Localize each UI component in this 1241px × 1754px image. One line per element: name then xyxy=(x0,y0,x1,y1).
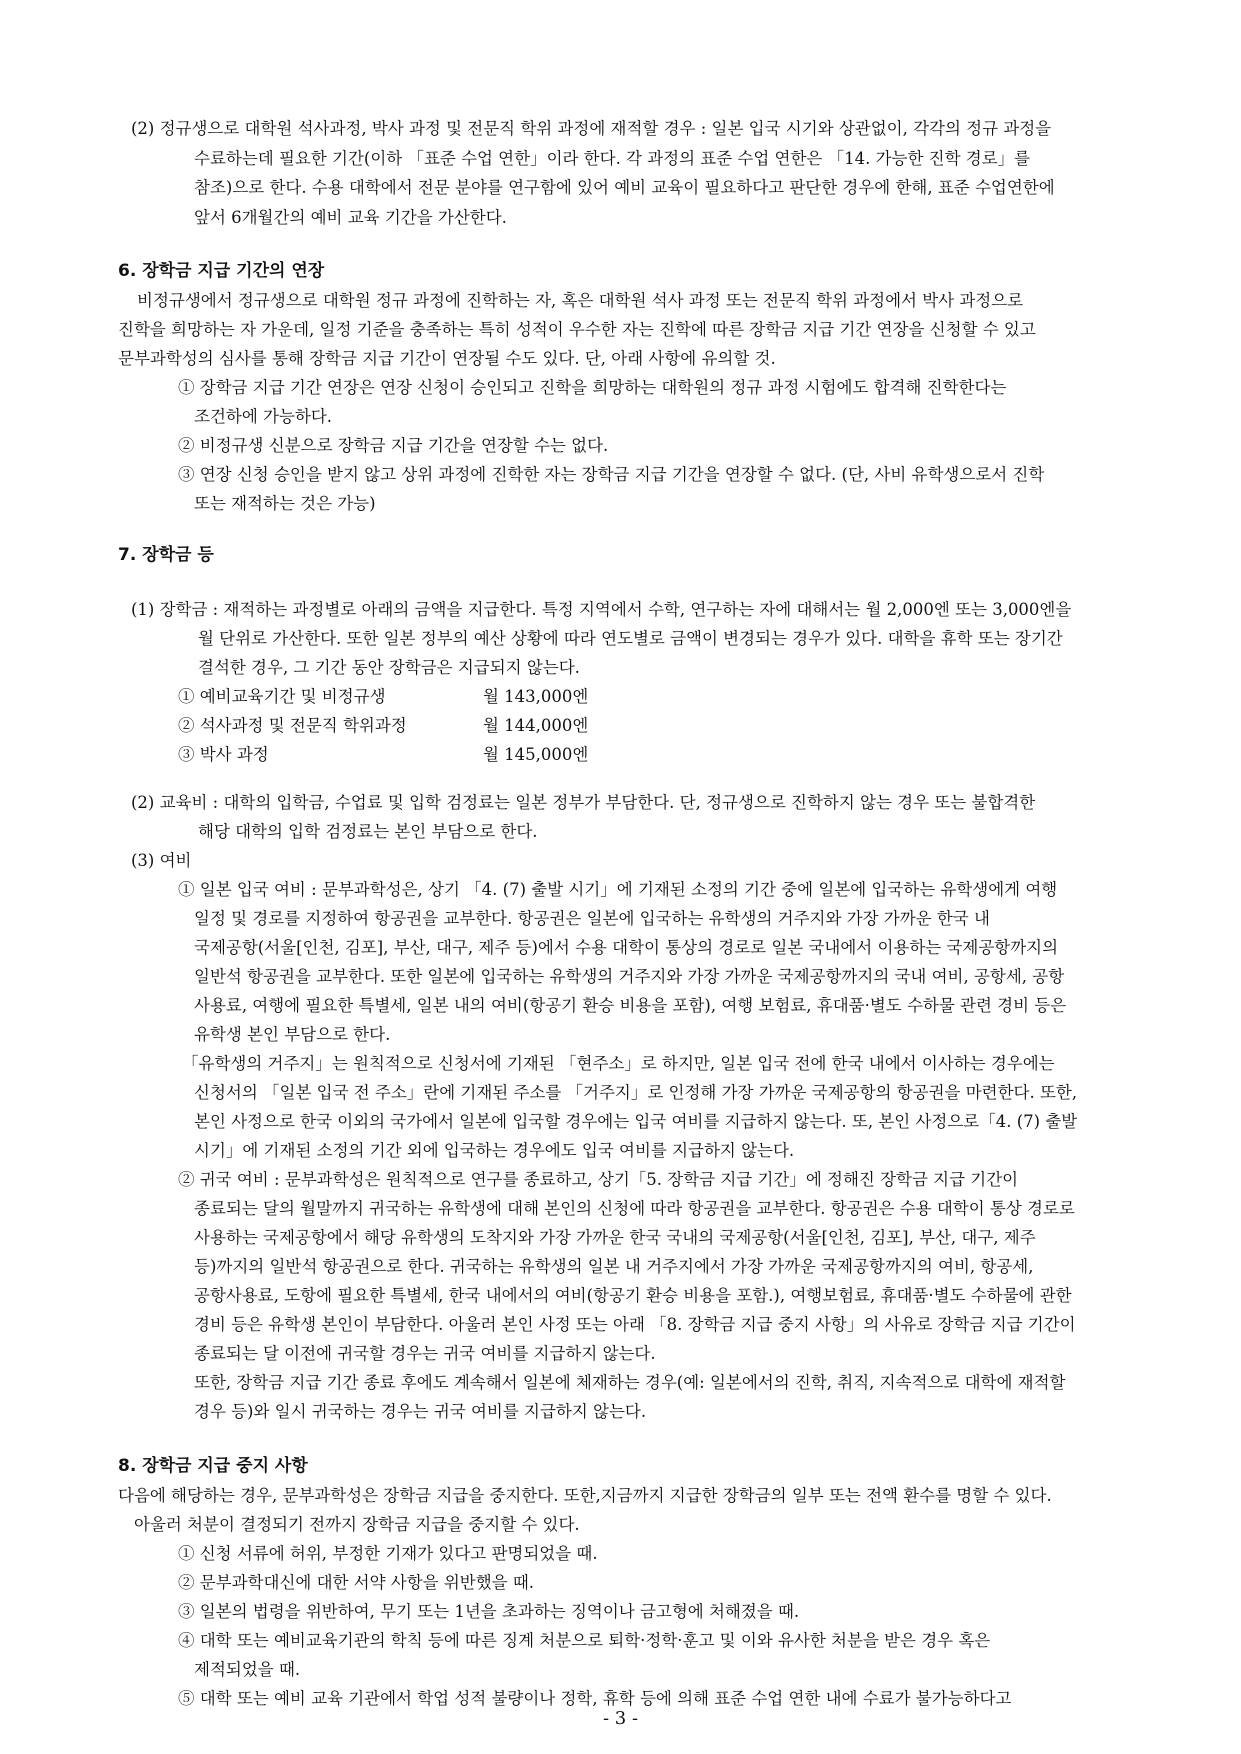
s7-p3-line-13: 사용하는 국제공항에서 해당 유학생의 도착지와 가장 가까운 한국 국내의 국제공항(서울[인천, 김포], 부산, 대구, 제주 xyxy=(194,1228,1036,1247)
s6-item-2: ② 비정규생 신분으로 장학금 지급 기간을 연장할 수는 없다. xyxy=(178,436,609,455)
s8-item-4: ④ 대학 또는 예비교육기관의 학칙 등에 따른 징계 처분으로 퇴학·정학·훈고 및 이와 유사한 처분을 받은 경우 혹은 xyxy=(178,1631,991,1650)
s6-intro-1: 비정규생에서 정규생으로 대학원 정규 과정에 진학하는 자, 혹은 대학원 석사 과정 또는 전문직 학위 과정에서 박사 과정으로 xyxy=(137,291,1024,310)
s6-item-3: ③ 연장 신청 승인을 받지 않고 상위 과정에 진학한 자는 장학금 지급 기간을 연장할 수 없다. (단, 사비 유학생으로서 진학 xyxy=(178,465,1045,484)
section-6-heading: 6. 장학금 지급 기간의 연장 xyxy=(118,261,325,281)
s5-line-4: 앞서 6개월간의 예비 교육 기간을 가산한다. xyxy=(194,208,507,227)
s7-p1-line-3: 결석한 경우, 그 기간 동안 장학금은 지급되지 않는다. xyxy=(198,658,580,677)
amount-label-1: ① 예비교육기간 및 비정규생 xyxy=(178,687,386,706)
s6-item-3-cont: 또는 재적하는 것은 가능) xyxy=(194,494,376,513)
s7-p3-line-14: 등)까지의 일반석 항공권으로 한다. 귀국하는 유학생의 일본 내 거주지에서 가장 가까운 국제공항까지의 여비, 항공세, xyxy=(194,1257,1034,1276)
s8-item-5: ⑤ 대학 또는 예비 교육 기관에서 학업 성적 불량이나 정학, 휴학 등에 의해 표준 수업 연한 내에 수료가 불가능하다고 xyxy=(178,1689,1012,1708)
s8-item-3: ③ 일본의 법령을 위반하여, 무기 또는 1년을 초과하는 징역이나 금고형에 처해졌을 때. xyxy=(178,1602,800,1621)
s7-p3-line-18: 또한, 장학금 지급 기간 종료 후에도 계속해서 일본에 체재하는 경우(예: 일본에서의 진학, 취직, 지속적으로 대학에 재적할 xyxy=(194,1373,1066,1392)
s7-p1-line-1: (1) 장학금 : 재적하는 과정별로 아래의 금액을 지급한다. 특정 지역에서 수학, 연구하는 자에 대해서는 월 2,000엔 또는 3,000엔을 xyxy=(131,600,1072,619)
s7-p3-line-11: ② 귀국 여비 : 문부과학성은 원칙적으로 연구를 종료하고, 상기「5. 장학금 지급 기간」에 정해진 장학금 지급 기간이 xyxy=(178,1170,1019,1189)
s7-p3-line-9: 본인 사정으로 한국 이외의 국가에서 일본에 입국할 경우에는 입국 여비를 지급하지 않는다. 또, 본인 사정으로「4. (7) 출발 xyxy=(194,1112,1078,1131)
s7-p3-line-7: 「유학생의 거주지」는 원칙적으로 신청서에 기재된 「현주소」로 하지만, 일본 입국 전에 한국 내에서 이사하는 경우에는 xyxy=(182,1054,1055,1073)
s7-p1-line-2: 월 단위로 가산한다. 또한 일본 정부의 예산 상황에 따라 연도별로 금액이 변경되는 경우가 있다. 대학을 휴학 또는 장기간 xyxy=(198,629,1063,648)
s7-p3-line-17: 종료되는 달 이전에 귀국할 경우는 귀국 여비를 지급하지 않는다. xyxy=(194,1344,656,1363)
s7-p3-line-12: 종료되는 달의 월말까지 귀국하는 유학생에 대해 본인의 신청에 따라 항공권을 교부한다. 항공권은 수용 대학이 통상 경로로 xyxy=(194,1199,1075,1218)
s7-p3-line-15: 공항사용료, 도항에 필요한 특별세, 한국 내에서의 여비(항공기 환승 비용을 포함.), 여행보험료, 휴대품·별도 수하물에 관한 xyxy=(194,1286,1072,1305)
amount-value-3: 월 145,000엔 xyxy=(483,745,589,764)
s8-item-2: ② 문부과학대신에 대한 서약 사항을 위반했을 때. xyxy=(178,1573,535,1592)
s6-item-1-cont: 조건하에 가능하다. xyxy=(194,407,333,426)
s7-p3-line-1: ① 일본 입국 여비 : 문부과학성은, 상기 「4. (7) 출발 시기」에 기재된 소정의 기간 중에 일본에 입국하는 유학생에게 여행 xyxy=(178,880,1058,899)
s6-intro-3: 문부과학성의 심사를 통해 장학금 지급 기간이 연장될 수도 있다. 단, 아래 사항에 유의할 것. xyxy=(118,349,776,368)
s7-p3-line-10: 시기」에 기재된 소정의 기간 외에 입국하는 경우에도 입국 여비를 지급하지 않는다. xyxy=(194,1141,795,1160)
s7-p3-line-6: 유학생 본인 부담으로 한다. xyxy=(194,1025,391,1044)
amount-value-2: 월 144,000엔 xyxy=(483,716,589,735)
s8-item-1: ① 신청 서류에 허위, 부정한 기재가 있다고 판명되었을 때. xyxy=(178,1544,598,1563)
s5-line-1: (2) 정규생으로 대학원 석사과정, 박사 과정 및 전문직 학위 과정에 재적할 경우 : 일본 입국 시기와 상관없이, 각각의 정규 과정을 xyxy=(131,119,1052,138)
section-7-heading: 7. 장학금 등 xyxy=(118,545,214,565)
s8-item-4-cont: 제적되었을 때. xyxy=(194,1660,301,1679)
s7-p3-line-16: 경비 등은 유학생 본인이 부담한다. 아울러 본인 사정 또는 아래 「8. 장학금 지급 중지 사항」의 사유로 장학금 지급 기간이 xyxy=(194,1315,1076,1334)
s6-item-1: ① 장학금 지급 기간 연장은 연장 신청이 승인되고 진학을 희망하는 대학원의 정규 과정 시험에도 합격해 진학한다는 xyxy=(178,378,1007,397)
s7-p3-title: (3) 여비 xyxy=(131,851,192,870)
s7-p3-line-19: 경우 등)와 일시 귀국하는 경우는 귀국 여비를 지급하지 않는다. xyxy=(194,1402,647,1421)
s7-p3-line-3: 국제공항(서울[인천, 김포], 부산, 대구, 제주 등)에서 수용 대학이 통상의 경로로 일본 국내에서 이용하는 국제공항까지의 xyxy=(194,938,1059,957)
s7-p3-line-8: 신청서의 「일본 입국 전 주소」란에 기재된 주소를 「거주지」로 인정해 가장 가까운 국제공항의 항공권을 마련한다. 또한, xyxy=(194,1083,1078,1102)
s8-intro-1: 다음에 해당하는 경우, 문부과학성은 장학금 지급을 중지한다. 또한,지금까지 지급한 장학금의 일부 또는 전액 환수를 명할 수 있다. xyxy=(118,1486,1052,1505)
s7-p2-line-2: 해당 대학의 입학 검정료는 본인 부담으로 한다. xyxy=(198,822,538,841)
page-number: - 3 - xyxy=(602,1708,639,1729)
amount-label-2: ② 석사과정 및 전문직 학위과정 xyxy=(178,716,407,735)
s7-p3-line-4: 일반석 항공권을 교부한다. 또한 일본에 입국하는 유학생의 거주지와 가장 가까운 국제공항까지의 국내 여비, 공항세, 공항 xyxy=(194,967,1065,986)
section-8-heading: 8. 장학금 지급 중지 사항 xyxy=(118,1456,308,1476)
s6-intro-2: 진학을 희망하는 자 가운데, 일정 기준을 충족하는 특히 성적이 우수한 자는 진학에 따른 장학금 지급 기간 연장을 신청할 수 있고 xyxy=(118,320,1036,339)
s8-intro-2: 아울러 처분이 결정되기 전까지 장학금 지급을 중지할 수 있다. xyxy=(134,1515,580,1534)
amount-label-3: ③ 박사 과정 xyxy=(178,745,269,764)
s5-line-3: 참조)으로 한다. 수용 대학에서 전문 분야를 연구함에 있어 예비 교육이 필요하다고 판단한 경우에 한해, 표준 수업연한에 xyxy=(194,178,1055,197)
s7-p3-line-5: 사용료, 여행에 필요한 특별세, 일본 내의 여비(항공기 환승 비용을 포함), 여행 보험료, 휴대품·별도 수하물 관련 경비 등은 xyxy=(194,996,1067,1015)
amount-value-1: 월 143,000엔 xyxy=(483,687,589,706)
s5-line-2: 수료하는데 필요한 기간(이하 「표준 수업 연한」이라 한다. 각 과정의 표준 수업 연한은 「14. 가능한 진학 경로」를 xyxy=(194,149,1031,168)
s7-p3-line-2: 일정 및 경로를 지정하여 항공권을 교부한다. 항공권은 일본에 입국하는 유학생의 거주지와 가장 가까운 한국 내 xyxy=(194,909,990,928)
s7-p2-line-1: (2) 교육비 : 대학의 입학금, 수업료 및 입학 검정료는 일본 정부가 부담한다. 단, 정규생으로 진학하지 않는 경우 또는 불합격한 xyxy=(131,793,1036,812)
